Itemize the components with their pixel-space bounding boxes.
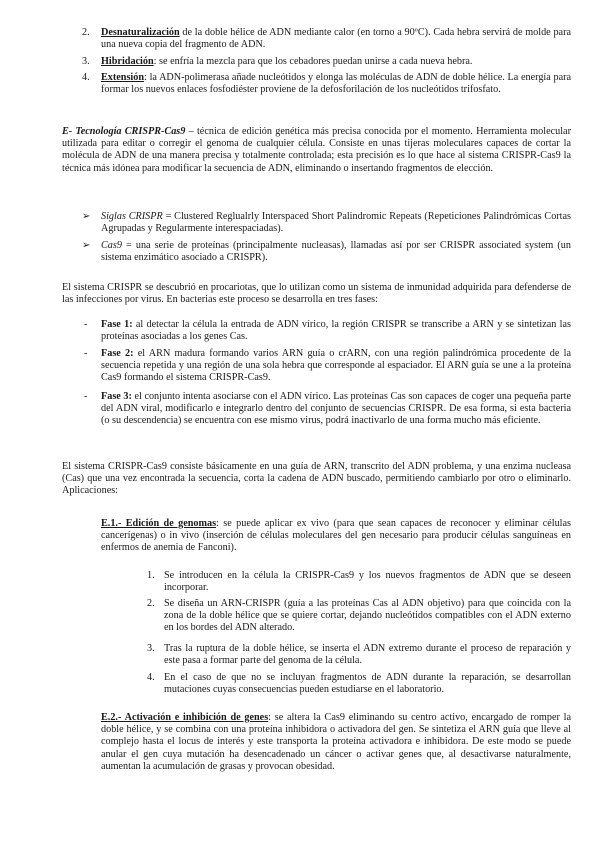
arrow-item-text: = Clustered Reglualrly Interspaced Short Palindromic Repeats (Repeticiones Palindrómicas Cortas Agrupadas y Regularmente interespaciadas). [101,211,571,235]
e1-list-item: Se introducen en la célula la CRISPR-Cas9 y los nuevos fragmentos de ADN que se deseen incorporar. [164,570,571,594]
e2-heading: E.2.- Activación e inhibición de genes [101,712,269,723]
list-item-hibridacion [101,56,571,68]
phase-3-label: Fase 3: [101,391,132,402]
section-e-heading: E- Tecnología CRISPR-Cas9 [62,126,186,137]
arrow-bullet-icon: ➢ [82,211,91,222]
list-item-text: : se enfría la mezcla para que los cebadores puedan unirse a cada nueva hebra. [153,56,473,67]
term-extension: Extensión [101,72,145,83]
list-item-extension [101,72,571,96]
discovery-paragraph: El sistema CRISPR se descubrió en procariotas, que lo utilizan como un sistema de inmunidad adquirida para defenderse de las infecciones por virus. En bacterias este proceso se desarrolla en tres fases: [62,282,571,306]
phase-text: el conjunto intenta asociarse con el ADN vírico. Las proteínas Cas son capaces de coger una pequeña parte del ADN viral, modificarlo e integrarlo dentro del conjunto de secuencias CRISPR. De esa forma, si esta bacteria (o su descendencia) se encuentra con ese mismo virus, podrá inactivarlo de una forma mucho más eficiente. [101,391,571,427]
system-paragraph: El sistema CRISPR-Cas9 consiste básicamente en una guía de ARN, transcrito del ADN problema, y una enzima nucleasa (Cas) que una vez encontrada la secuencia, corta la cadena de ADN buscado, permitiendo cambiarlo por otro o eliminarlo. Aplicaciones: [62,461,571,497]
list-number: 3. [147,643,155,654]
list-number: 3. [82,56,90,67]
e1-list-item: Se diseña un ARN-CRISPR (guía a las proteínas Cas al ADN objetivo) para que coincida con la zona de la doble hélice que se quiere cortar, dejando nucleótidos compatibles con el ADN externo en los bordes del ADN alterado. [164,598,571,634]
phase-2 [101,348,571,385]
list-number: 2. [82,27,90,38]
term-cas9: Cas9 [101,240,122,251]
e1-list-item: En el caso de que no se incluyan fragmentos de ADN durante la reparación, se desarrollan mutaciones cuyas consecuencias pueden estudiarse en el laboratorio. [164,672,571,696]
list-number: 4. [147,672,155,683]
list-item-desnaturalizacion [101,27,571,51]
dash-bullet: - [84,391,88,402]
arrow-bullet-icon: ➢ [82,240,91,251]
list-number: 2. [147,598,155,609]
phase-text: al detectar la célula la entrada de ADN vírico, la región CRISPR se transcribe a ARN y se sintetizan las proteínas asociadas a los genes Cas. [101,319,572,343]
term-siglas: Siglas CRISPR [101,211,163,222]
dash-bullet: - [84,319,88,330]
phase-2-label: Fase 2: [101,348,134,359]
e2-text: : se altera la Cas9 eliminando su centro activo, encargado de romper la doble hélice, y se combina con una proteína inhibidora o activadora del gen. Se sintetiza el ARN guía que lleve al complejo hasta el locus de interés y este transporta la proteína activadora e inhibidora. De este modo se puede anular el gen cuya mutación ha desencadenado un cáncer o activar genes que, al desactivarse naturalmente, aumentan la acumulación de grasas y provocan obesidad. [101,712,571,772]
e1-text: : se puede aplicar ex vivo (para que sean capaces de reconocer y eliminar células cancerígenas) o in vivo (inserción de células moleculares del gen necesario para producir células sanguíneas en enfermos de anemia de Fanconi). [101,518,571,554]
arrow-item-cas9 [101,240,571,264]
term-desnaturalizacion: Desnaturalización [101,27,180,38]
phase-3 [101,391,571,428]
list-number: 1. [147,570,155,581]
e2-paragraph [101,712,571,773]
e1-paragraph [101,518,571,555]
e1-list-item: Tras la ruptura de la doble hélice, se inserta el ADN extremo durante el proceso de reparación y este pasa a formar parte del genoma de la célula. [164,643,571,667]
arrow-item-text: = una serie de proteínas (principalmente nucleasas), llamadas así por ser CRISPR associated system (un sistema enzimático asociado a CRISPR). [101,240,571,264]
arrow-item-siglas [101,211,571,235]
e1-heading: E.1.- Edición de genomas [101,518,217,529]
phase-1 [101,319,571,343]
list-item-text: de la doble hélice de ADN mediante calor (en torno a 90ºC). Cada hebra servirá de molde para una nueva copia del fragmento de ADN. [101,27,571,51]
section-e-text: – técnica de edición genética más precisa conocida por el momento. Herramienta molecular utilizada para editar o corregir el genoma de cualquier célula. Consiste en unas tijeras moleculares capaces de cortar la molécula de ADN de una manera precisa y totalmente controlada; esta precisión es lo que hace al sistema CRISPR-Cas9 la técnica más idónea para modificar la secuencia de ADN, eliminando o insertando fragmentos de elección. [62,126,571,174]
phase-1-label: Fase 1: [101,319,133,330]
list-item-text: : la ADN-polimerasa añade nucleótidos y elonga las moléculas de ADN de doble hélice. La energía para formar los nuevos enlaces fosfodiéster proviene de la defosforilación de los nucleótidos trifosfato. [101,72,571,96]
phase-text: el ARN madura formando varios ARN guía o crARN, con una región palindrómica procedente de la secuencia repetida y una región de una sola hebra que corresponde al espaciador. El ARN guía se une a la proteína Cas9 formando el sistema CRISPR-Cas9. [101,348,571,384]
term-hibridacion: Hibridación [101,56,154,67]
section-e-paragraph [62,126,571,175]
dash-bullet: - [84,348,88,359]
list-number: 4. [82,72,90,83]
